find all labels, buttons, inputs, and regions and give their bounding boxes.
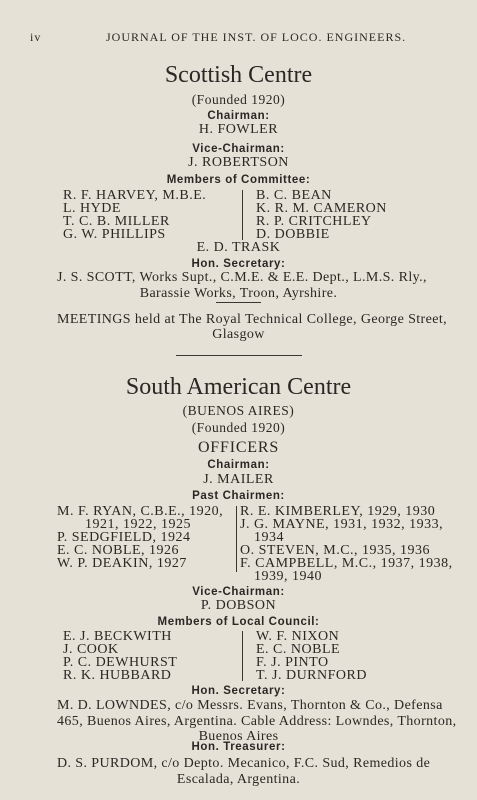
south-secretary-line2: 465, Buenos Aires, Argentina. Cable Address: Lowndes, Thornton,: [57, 714, 457, 729]
scottish-vice-chairman-label: Vice-Chairman:: [192, 143, 285, 155]
council-member: E. C. NOBLE: [256, 642, 341, 657]
committee-member: T. C. B. MILLER: [63, 214, 170, 229]
south-chairman: J. MAILER: [203, 472, 274, 487]
south-chairman-label: Chairman:: [207, 459, 270, 471]
south-vice-chairman-label: Vice-Chairman:: [192, 586, 285, 598]
south-past-left: [57, 505, 223, 570]
council-member: W. F. NIXON: [256, 629, 340, 644]
scottish-founded: (Founded 1920): [191, 92, 286, 107]
south-secretary-line1: M. D. LOWNDES, c/o Messrs. Evans, Thornton & Co., Defensa: [57, 698, 443, 713]
past-chairman: 1921, 1922, 1925: [85, 517, 191, 532]
past-chairmen-divider: [236, 506, 237, 572]
south-council-right: [256, 630, 367, 682]
short-divider: [216, 302, 261, 303]
south-subtitle: (BUENOS AIRES): [182, 403, 295, 418]
scottish-committee-extra: E. D. TRASK: [196, 240, 281, 255]
scottish-meetings-line1: MEETINGS held at The Royal Technical College, George Street,: [57, 312, 448, 327]
council-member: T. J. DURNFORD: [256, 668, 367, 683]
committee-member: B. C. BEAN: [256, 188, 332, 203]
committee-member: R. F. HARVEY, M.B.E.: [63, 188, 207, 203]
past-chairman: M. F. RYAN, C.B.E., 1920,: [57, 504, 224, 519]
past-chairman: W. P. DEAKIN, 1927: [57, 556, 187, 571]
scottish-vice-chairman: J. ROBERTSON: [188, 155, 289, 170]
south-american-centre-title: South American Centre: [125, 374, 352, 400]
past-chairman: 1939, 1940: [254, 569, 322, 584]
south-founded: (Founded 1920): [191, 420, 286, 435]
council-member: E. J. BECKWITH: [63, 629, 172, 644]
committee-member: K. R. M. CAMERON: [256, 201, 387, 216]
council-member: P. C. DEWHURST: [63, 655, 178, 670]
page-number: iv: [30, 30, 42, 44]
south-secretary-line3: Buenos Aires: [198, 729, 279, 744]
scottish-secretary-line1: J. S. SCOTT, Works Supt., C.M.E. & E.E. Dept., L.M.S. Rly.,: [57, 270, 427, 285]
committee-member: L. HYDE: [63, 201, 121, 216]
past-chairman: J. G. MAYNE, 1931, 1932, 1933,: [240, 517, 444, 532]
past-chairman: 1934: [254, 530, 284, 545]
south-vice-chairman: P. DOBSON: [200, 598, 277, 613]
south-council-left: [63, 630, 177, 682]
past-chairman: P. SEDGFIELD, 1924: [57, 530, 191, 545]
section-divider: [176, 355, 302, 356]
scottish-chairman: H. FOWLER: [198, 122, 279, 137]
past-chairman: F. CAMPBELL, M.C., 1937, 1938,: [240, 556, 453, 571]
council-divider: [242, 631, 243, 681]
journal-title: JOURNAL OF THE INST. OF LOCO. ENGINEERS.: [106, 30, 407, 44]
committee-divider: [242, 190, 243, 240]
south-past-right: [240, 505, 453, 583]
scottish-chairman-label: Chairman:: [207, 110, 270, 122]
scottish-committee-right: [256, 189, 387, 241]
committee-member: R. P. CRITCHLEY: [256, 214, 372, 229]
south-secretary-label: Hon. Secretary:: [191, 685, 286, 697]
past-chairman: E. C. NOBLE, 1926: [57, 543, 180, 558]
scottish-committee-left: [63, 189, 206, 241]
south-council-label: Members of Local Council:: [157, 616, 320, 628]
south-past-chairmen-label: Past Chairmen:: [192, 490, 285, 502]
scottish-secretary-label: Hon. Secretary:: [191, 258, 286, 270]
south-officers-heading: OFFICERS: [197, 439, 280, 456]
south-treasurer-line1: D. S. PURDOM, c/o Depto. Mecanico, F.C. Sud, Remedios de: [57, 756, 431, 771]
scottish-meetings-line2: Glasgow: [212, 327, 265, 342]
south-treasurer-label: Hon. Treasurer:: [191, 741, 286, 753]
past-chairman: R. E. KIMBERLEY, 1929, 1930: [240, 504, 436, 519]
scottish-centre-title: Scottish Centre: [164, 62, 313, 88]
committee-member: G. W. PHILLIPS: [63, 227, 166, 242]
south-treasurer-line2: Escalada, Argentina.: [176, 772, 301, 787]
council-member: F. J. PINTO: [256, 655, 329, 670]
past-chairman: O. STEVEN, M.C., 1935, 1936: [240, 543, 431, 558]
committee-member: D. DOBBIE: [256, 227, 330, 242]
council-member: R. K. HUBBARD: [63, 668, 172, 683]
council-member: J. COOK: [63, 642, 119, 657]
scottish-committee-label: Members of Committee:: [166, 174, 311, 186]
scottish-secretary-line2: Barassie Works, Troon, Ayrshire.: [139, 286, 338, 301]
